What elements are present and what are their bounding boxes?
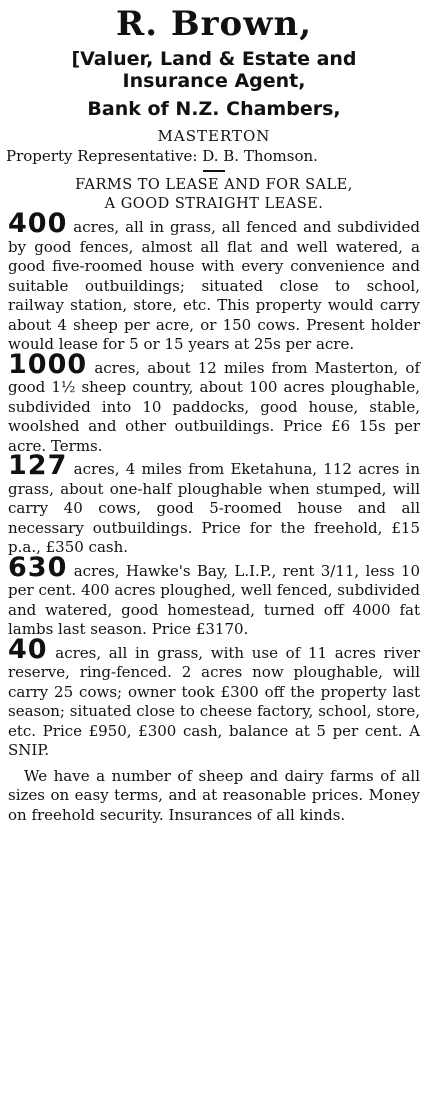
listing-acreage: 127: [8, 450, 68, 481]
listing-description: acres, all in grass, with use of 11 acres river reserve, ring-fenced. 2 acres now ploughable, will carry 25 cows; owner took £300 off the property last season; situated close to cheese factory, school, store, etc. Price £950, £300 cash, balance at 5 per cent. A SNIP.: [8, 643, 420, 759]
listing-description: acres, Hawke's Bay, L.I.P., rent 3/11, less 10 per cent. 400 acres ploughed, well fenced, subdivided and watered, good homestead, turned off 4000 fat lambs last season. Price £3170.: [8, 561, 420, 638]
listing-acreage: 630: [8, 551, 68, 583]
property-representative: Property Representative: D. B. Thomson.: [6, 147, 318, 165]
divider-rule: [203, 170, 225, 172]
closing-paragraph: We have a number of sheep and dairy farms of all sizes on easy terms, and at reasonable prices. Money on freehold security. Insurances of all kinds.: [8, 766, 420, 824]
business-title-line-1: [Valuer, Land & Estate and: [71, 48, 357, 70]
listing-400-acres: [8, 208, 420, 355]
listing-acreage: 1000: [8, 348, 88, 380]
listing-acreage: 400: [8, 208, 68, 239]
listing-1000-acres: [8, 348, 420, 457]
listing-acreage: 40: [8, 633, 48, 665]
business-name: R. Brown,: [115, 4, 313, 44]
business-address: Bank of N.Z. Chambers,: [87, 98, 341, 120]
listing-40-acres: [8, 633, 420, 761]
listing-description: acres, all in grass, all fenced and subdivided by good fences, almost all flat and well watered, a good five-roomed house with every convenience and suitable outbuildings; situated close to school, railway station, store, etc. This property would carry about 4 sheep per acre, or 150 cows. Present holder would lease for 5 or 15 years at 25s per acre.: [8, 218, 420, 353]
listing-description: acres, about 12 miles from Masterton, of good 1½ sheep country, about 100 acres ploughable, subdivided into 10 paddocks, good house, stable, woolshed and other outbuildings. Price £6 15s per acre. Terms.: [8, 358, 420, 455]
listing-description: acres, 4 miles from Eketahuna, 112 acres in grass, about one-half ploughable when stumped, will carry 40 cows, good 5-roomed house and all necessary outbuildings. Price for the freehold, £15 p.a., £350 cash.: [8, 460, 420, 556]
listing-630-acres: [8, 551, 420, 640]
section-subheading: A GOOD STRAIGHT LEASE.: [104, 196, 324, 212]
section-heading: FARMS TO LEASE AND FOR SALE,: [75, 177, 353, 193]
business-title-line-2: Insurance Agent,: [122, 70, 306, 92]
listing-127-acres: [8, 450, 420, 558]
town-name: MASTERTON: [157, 127, 271, 145]
